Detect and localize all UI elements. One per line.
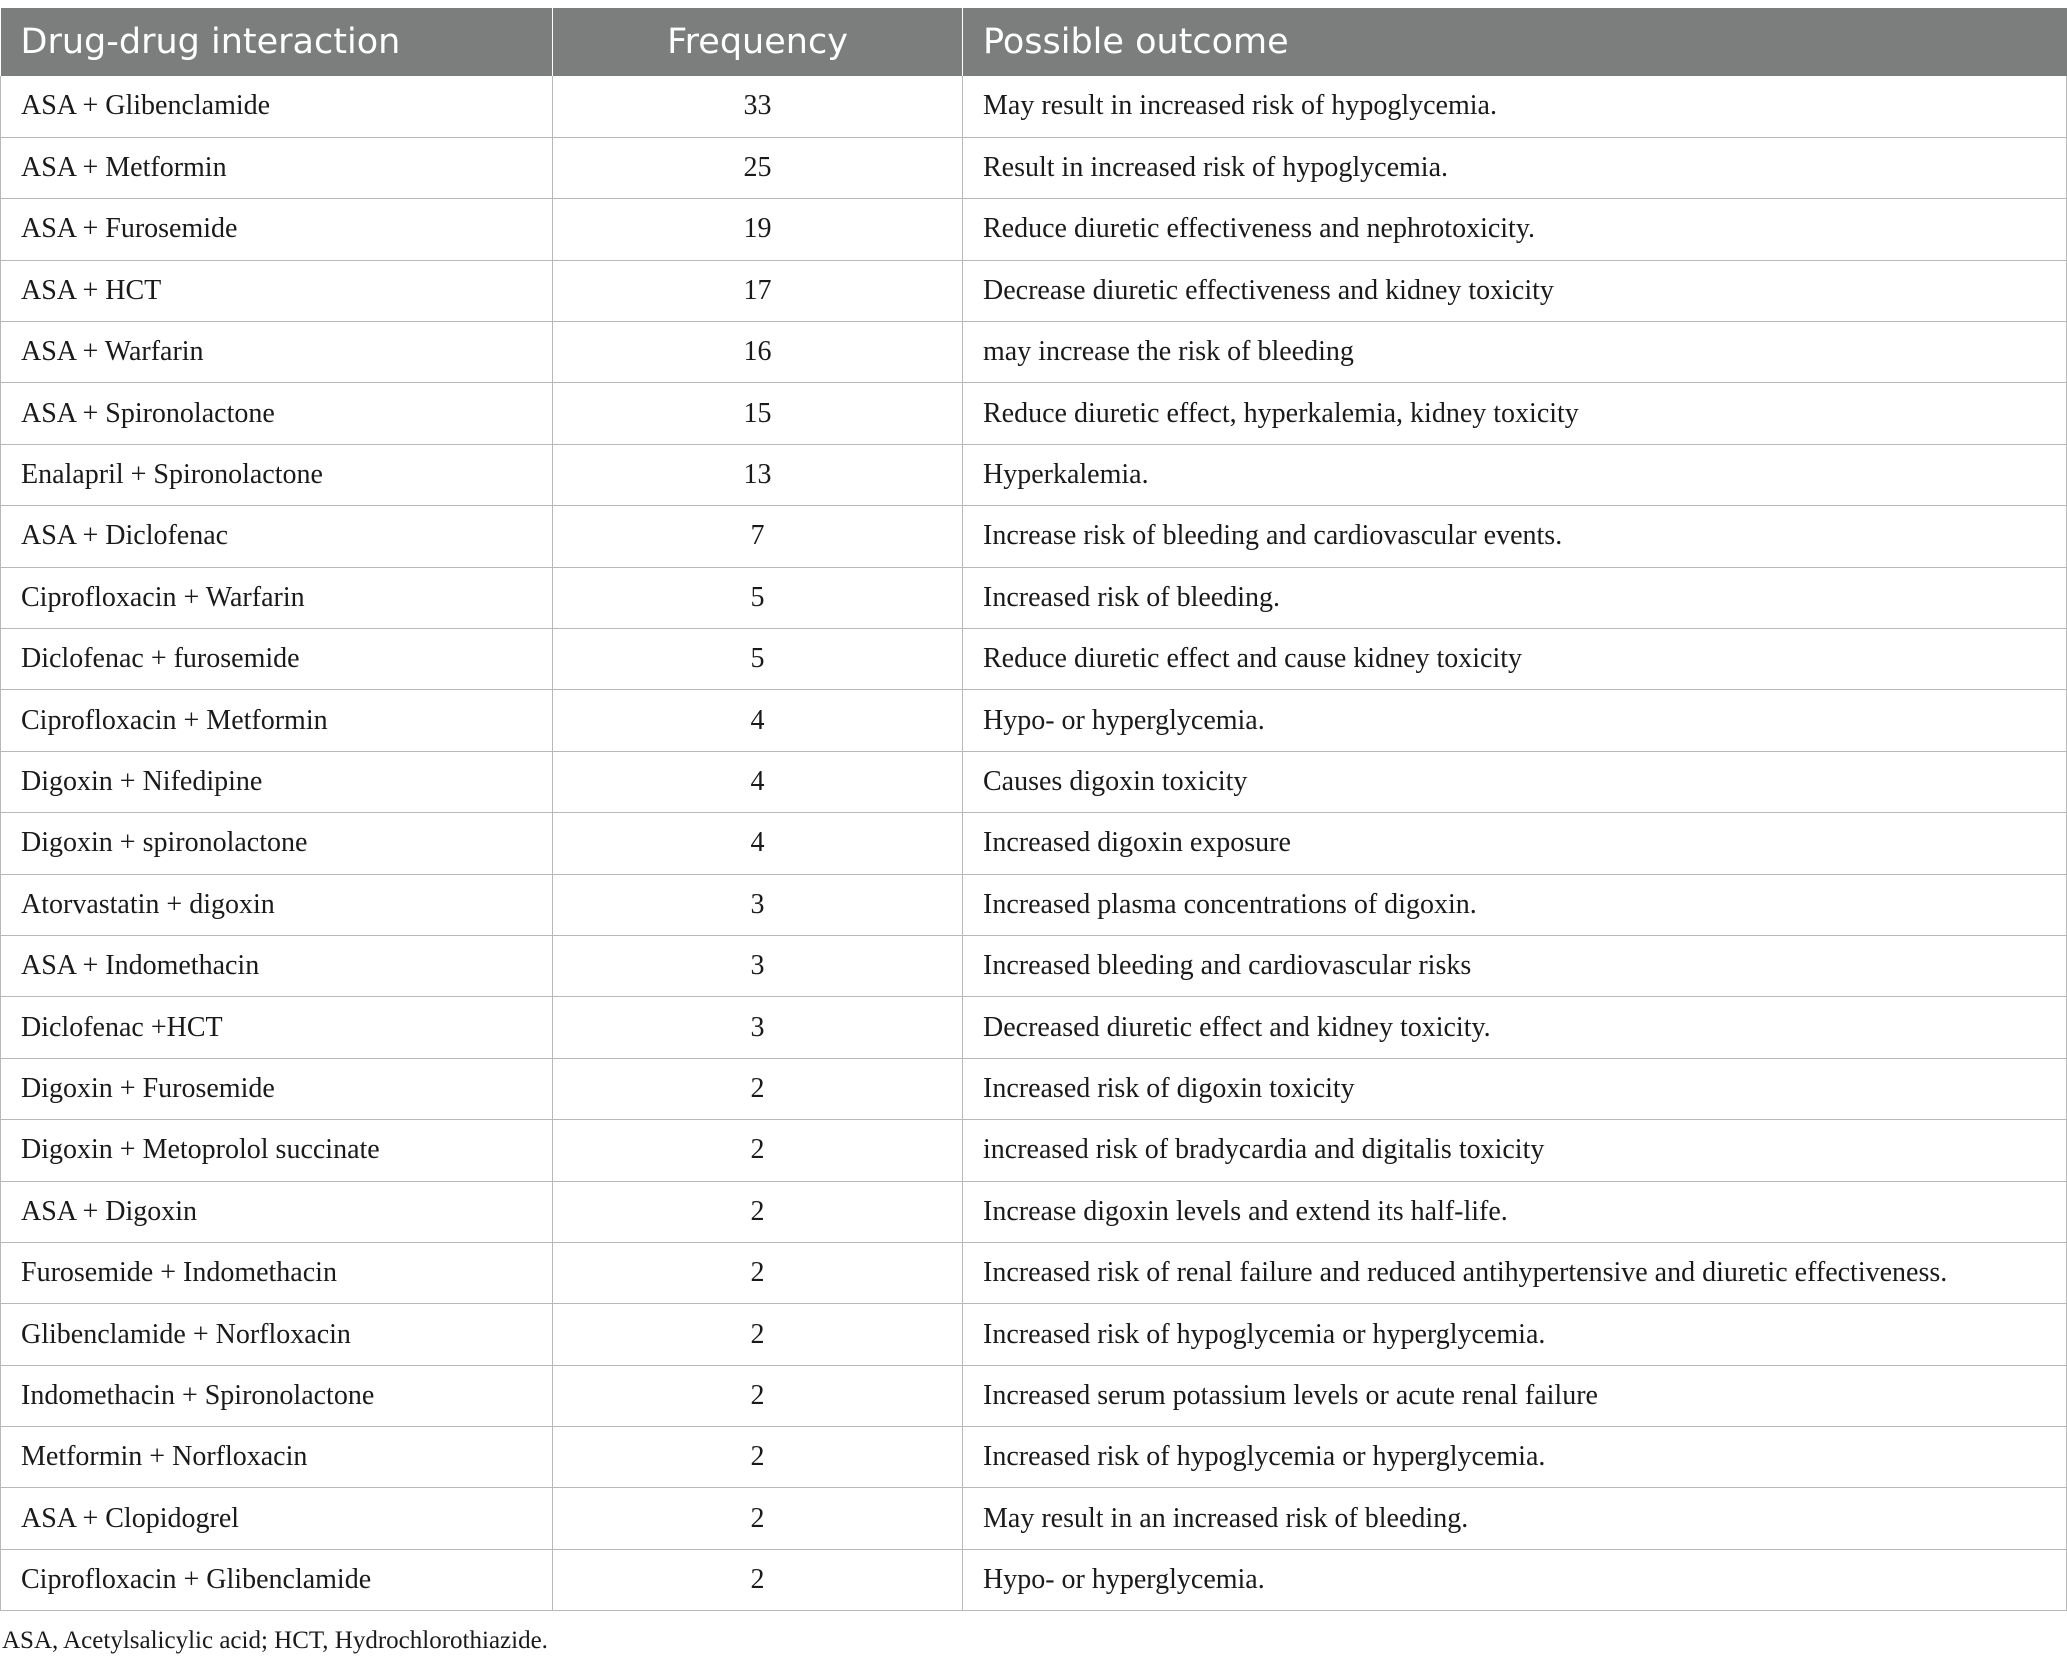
frequency-cell: 17 [553,260,963,321]
header-drug-interaction: Drug-drug interaction [1,8,553,76]
possible-outcome-cell: Decreased diuretic effect and kidney toxicity. [963,997,2067,1058]
drug-interaction-cell: ASA + Digoxin [1,1181,553,1242]
drug-interaction-cell: ASA + Metformin [1,137,553,198]
possible-outcome-cell: Increased risk of hypoglycemia or hyperglycemia. [963,1304,2067,1365]
table-row [1,506,2067,567]
drug-interaction-cell: Furosemide + Indomethacin [1,1242,553,1303]
possible-outcome-cell: Increased digoxin exposure [963,813,2067,874]
table-row [1,1304,2067,1365]
table-body [1,76,2067,1611]
table-row [1,1488,2067,1549]
possible-outcome-cell: Reduce diuretic effect and cause kidney toxicity [963,629,2067,690]
drug-interaction-cell: ASA + Diclofenac [1,506,553,567]
possible-outcome-cell: Causes digoxin toxicity [963,751,2067,812]
possible-outcome-cell: Hyperkalemia. [963,444,2067,505]
possible-outcome-cell: Increased risk of renal failure and reduced antihypertensive and diuretic effectiveness. [963,1242,2067,1303]
possible-outcome-cell: May result in an increased risk of bleeding. [963,1488,2067,1549]
frequency-cell: 5 [553,567,963,628]
possible-outcome-cell: May result in increased risk of hypoglycemia. [963,76,2067,137]
table-row [1,260,2067,321]
possible-outcome-cell: Increased plasma concentrations of digoxin. [963,874,2067,935]
table-container [0,8,2067,1611]
frequency-cell: 5 [553,629,963,690]
possible-outcome-cell: Reduce diuretic effectiveness and nephrotoxicity. [963,199,2067,260]
frequency-cell: 15 [553,383,963,444]
drug-interaction-cell: Ciprofloxacin + Warfarin [1,567,553,628]
table-row [1,1058,2067,1119]
table-row [1,322,2067,383]
drug-interaction-cell: ASA + Glibenclamide [1,76,553,137]
table-row [1,1427,2067,1488]
possible-outcome-cell: Reduce diuretic effect, hyperkalemia, kidney toxicity [963,383,2067,444]
drug-interaction-cell: Glibenclamide + Norfloxacin [1,1304,553,1365]
header-possible-outcome: Possible outcome [963,8,2067,76]
frequency-cell: 3 [553,997,963,1058]
table-row [1,935,2067,996]
drug-interaction-cell: Ciprofloxacin + Glibenclamide [1,1549,553,1610]
table-row [1,751,2067,812]
possible-outcome-cell: Result in increased risk of hypoglycemia. [963,137,2067,198]
possible-outcome-cell: Hypo- or hyperglycemia. [963,1549,2067,1610]
possible-outcome-cell: Increased serum potassium levels or acute renal failure [963,1365,2067,1426]
table-row [1,813,2067,874]
table-row [1,1549,2067,1610]
table-footnote: ASA, Acetylsalicylic acid; HCT, Hydrochlorothiazide. [2,1627,548,1654]
frequency-cell: 2 [553,1181,963,1242]
drug-interaction-cell: Diclofenac + furosemide [1,629,553,690]
frequency-cell: 4 [553,690,963,751]
drug-interaction-cell: ASA + Warfarin [1,322,553,383]
table-row [1,567,2067,628]
drug-interaction-cell: Indomethacin + Spironolactone [1,1365,553,1426]
possible-outcome-cell: may increase the risk of bleeding [963,322,2067,383]
drug-interaction-cell: ASA + HCT [1,260,553,321]
interaction-table [0,8,2067,1611]
drug-interaction-cell: ASA + Spironolactone [1,383,553,444]
drug-interaction-cell: Metformin + Norfloxacin [1,1427,553,1488]
possible-outcome-cell: Increased bleeding and cardiovascular risks [963,935,2067,996]
table-row [1,1242,2067,1303]
header-row [1,8,2067,76]
frequency-cell: 16 [553,322,963,383]
frequency-cell: 3 [553,874,963,935]
table-row [1,690,2067,751]
table-row [1,137,2067,198]
possible-outcome-cell: Increase risk of bleeding and cardiovascular events. [963,506,2067,567]
frequency-cell: 13 [553,444,963,505]
table-row [1,997,2067,1058]
frequency-cell: 2 [553,1058,963,1119]
drug-interaction-cell: ASA + Furosemide [1,199,553,260]
frequency-cell: 2 [553,1549,963,1610]
frequency-cell: 2 [553,1120,963,1181]
table-row [1,444,2067,505]
frequency-cell: 2 [553,1365,963,1426]
drug-interaction-cell: Digoxin + spironolactone [1,813,553,874]
table-row [1,1181,2067,1242]
possible-outcome-cell: Increase digoxin levels and extend its half-life. [963,1181,2067,1242]
drug-interaction-cell: Diclofenac +HCT [1,997,553,1058]
possible-outcome-cell: Decrease diuretic effectiveness and kidney toxicity [963,260,2067,321]
possible-outcome-cell: Increased risk of digoxin toxicity [963,1058,2067,1119]
drug-interaction-cell: ASA + Indomethacin [1,935,553,996]
possible-outcome-cell: Increased risk of bleeding. [963,567,2067,628]
possible-outcome-cell: Increased risk of hypoglycemia or hyperglycemia. [963,1427,2067,1488]
possible-outcome-cell: Hypo- or hyperglycemia. [963,690,2067,751]
drug-interaction-cell: Atorvastatin + digoxin [1,874,553,935]
frequency-cell: 2 [553,1242,963,1303]
table-row [1,199,2067,260]
table-row [1,76,2067,137]
drug-interaction-cell: Enalapril + Spironolactone [1,444,553,505]
frequency-cell: 7 [553,506,963,567]
frequency-cell: 2 [553,1488,963,1549]
frequency-cell: 2 [553,1427,963,1488]
frequency-cell: 4 [553,751,963,812]
drug-interaction-cell: Ciprofloxacin + Metformin [1,690,553,751]
frequency-cell: 33 [553,76,963,137]
drug-interaction-cell: ASA + Clopidogrel [1,1488,553,1549]
frequency-cell: 3 [553,935,963,996]
drug-interaction-cell: Digoxin + Nifedipine [1,751,553,812]
table-header [1,8,2067,76]
frequency-cell: 2 [553,1304,963,1365]
table-row [1,1120,2067,1181]
header-frequency: Frequency [553,8,963,76]
frequency-cell: 4 [553,813,963,874]
table-row [1,383,2067,444]
table-row [1,874,2067,935]
frequency-cell: 25 [553,137,963,198]
possible-outcome-cell: increased risk of bradycardia and digitalis toxicity [963,1120,2067,1181]
drug-interaction-cell: Digoxin + Metoprolol succinate [1,1120,553,1181]
frequency-cell: 19 [553,199,963,260]
table-row [1,1365,2067,1426]
table-row [1,629,2067,690]
drug-interaction-cell: Digoxin + Furosemide [1,1058,553,1119]
